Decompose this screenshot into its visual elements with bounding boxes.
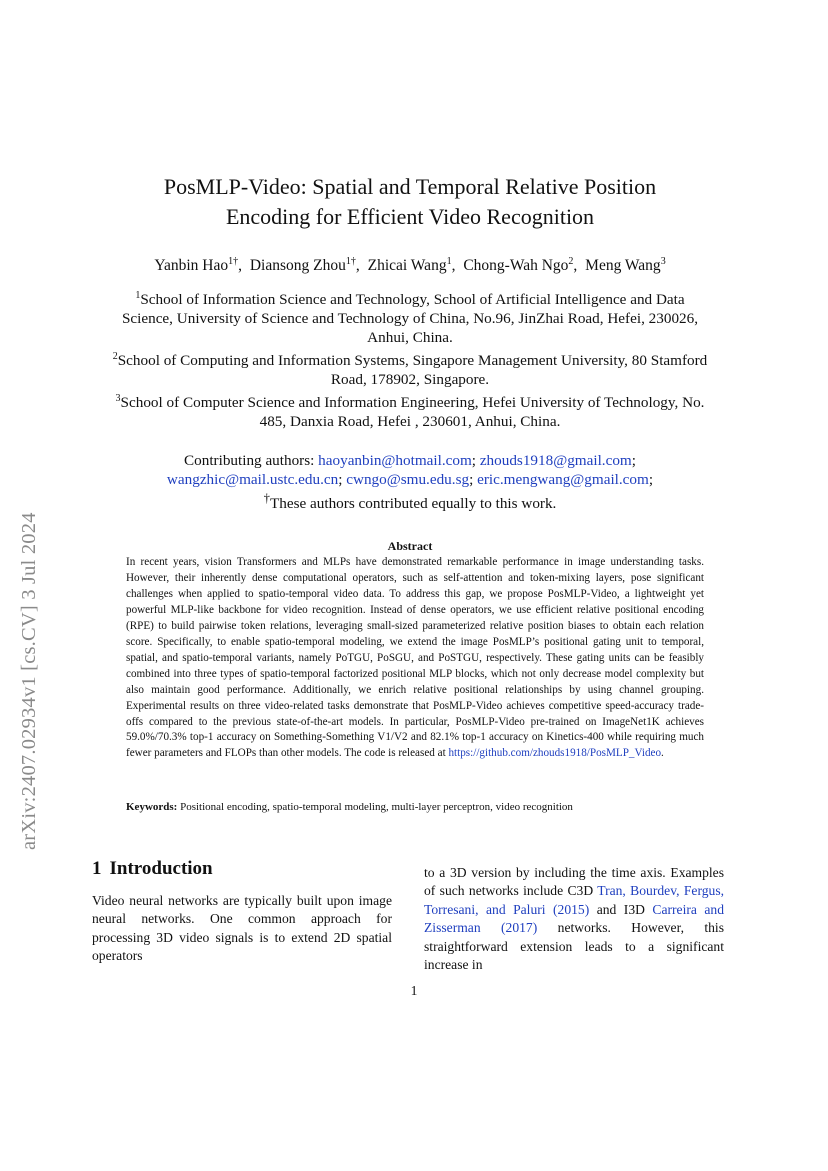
intro-column-right <box>424 864 724 974</box>
abstract-body: In recent years, vision Transformers and MLPs have demonstrated remarkable performance in image understanding tasks. However, their inherently dense computational operators, such as self-attention and token-mixing layers, pose significant challenges when applied to spatio-temporal video data. To address this gap, we propose PosMLP-Video, a lightweight yet powerful MLP-like backbone for video recognition. Instead of dense operators, we use efficient relative positional encoding (RPE) to build pairwise token relations, leveraging small-sized parameterized relative position biases to obtain each relation score. Specifically, to enable spatio-temporal modeling, we extend the image PosMLP’s positional gating unit to temporal, spatial, and spatio-temporal variants, namely PoTGU, PoSGU, and PoSTGU, respectively. These gating units can be feasibly combined into three types of spatio-temporal factorized positional MLP blocks, which not only decrease model complexity but also maintain good performance. Additionally, we enrich relative positional relationships by using channel grouping. Experimental results on three video-related tasks demonstrate that PosMLP-Video achieves competitive speed-accuracy trade-offs compared to the previous state-of-the-art models. In particular, PosMLP-Video pre-trained on ImageNet1K achieves 59.0%/70.3% top-1 accuracy on Something-Something V1/V2 and 82.1% top-1 accuracy on Kinetics-400 while requiring much fewer parameters and FLOPs than other models. The code is released at https://github.com/zhouds1918/PosMLP_Video. <box>126 556 704 760</box>
author-list: Yanbin Hao$^{1\dagger}$, Diansong Zhou$^{1\dagger}$, Zhicai Wang$^1$, Chong-Wah Ngo$^2$, Meng Wang$^3$ <box>154 256 666 275</box>
dagger-mark: † <box>263 491 270 505</box>
author: Zhicai Wang$^1$ <box>367 256 452 275</box>
abstract-heading: Abstract <box>387 539 433 553</box>
email-link[interactable]: wangzhic@mail.ustc.edu.cn <box>166 471 339 488</box>
title-line-2: Encoding for Efficient Video Recognition <box>225 204 595 229</box>
author: Meng Wang$^3$ <box>585 256 666 275</box>
section-heading <box>92 858 213 880</box>
affiliation-2: $^2$School of Computing and Information Systems, Singapore Management University, 80 Stamford Road, 178902, Singapore. <box>112 351 708 389</box>
author: Diansong Zhou$^{1\dagger}$ <box>249 256 356 275</box>
keywords <box>126 801 704 813</box>
email-link[interactable]: haoyanbin@hotmail.com <box>318 452 472 469</box>
email-link[interactable]: cwngo@smu.edu.sg <box>346 471 470 488</box>
email-link[interactable]: zhouds1918@gmail.com <box>479 452 632 469</box>
affiliations <box>110 286 710 431</box>
email-link[interactable]: eric.mengwang@gmail.com <box>477 471 649 488</box>
paper-title <box>100 172 720 232</box>
citation-link[interactable]: Carreira and Zisserman (2017) <box>424 901 724 936</box>
section-number: 1 <box>92 858 102 879</box>
intro-column-left <box>92 892 392 966</box>
author: Yanbin Hao$^{1\dagger}$ <box>154 256 239 275</box>
title-line-1: PosMLP-Video: Spatial and Temporal Relative Position <box>163 174 657 199</box>
affiliation-1: $^1$School of Information Science and Technology, School of Artificial Intelligence and Data Science, University of Science and Technology of China, No.96, JinZhai Road, Hefei, 230026, Anhui, China. <box>121 290 699 347</box>
affiliation-3: $^3$School of Computer Science and Information Engineering, Hefei University of Technology, No. 485, Danxia Road, Hefei , 230601, Anhui, China. <box>115 393 705 431</box>
citation-link[interactable]: Tran, Bourdev, Fergus, Torresani, and Paluri (2015) <box>424 883 725 917</box>
page-number: 1 <box>410 983 418 998</box>
equal-contribution-note: †These authors contributed equally to this work. <box>263 491 557 513</box>
keywords-text: Positional encoding, spatio-temporal modeling, multi-layer perceptron, video recognition <box>180 801 573 813</box>
author: Chong-Wah Ngo$^2$ <box>463 256 574 275</box>
contributing-label: Contributing authors: <box>184 452 315 469</box>
abstract-text: In recent years, vision Transformers and MLPs have demonstrated remarkable performance in image understanding tasks. However, their inherently dense computational operators, such as self-attention and token-mixing layers, pose significant challenges when applied to spatio-temporal video data. To address this gap, we propose PosMLP-Video, a lightweight yet powerful MLP-like backbone for video recognition. Instead of dense operators, we use efficient relative positional encoding (RPE) to build pairwise token relations, leveraging small-sized parameterized relative position biases to obtain each relation score. Specifically, to enable spatio-temporal modeling, we extend the image PosMLP’s positional gating unit to temporal, spatial, and spatio-temporal variants, namely PoTGU, PoSGU, and PoSTGU, respectively. These gating units can be feasibly combined into three types of spatio-temporal factorized positional MLP blocks, which not only decrease model complexity but also maintain good performance. Additionally, we enrich relative positional relationships by using channel grouping. Experimental results on three video-related tasks demonstrate that PosMLP-Video achieves competitive speed-accuracy trade-offs compared to the previous state-of-the-art models. In particular, PosMLP-Video pre-trained on ImageNet1K achieves 59.0%/70.3% top-1 accuracy on Something-Something V1/V2 and 82.1% top-1 accuracy on Kinetics-400 while requiring much fewer parameters and FLOPs than other models. The code is released at <box>126 556 704 760</box>
arxiv-identifier: arXiv:2407.02934v1 [cs.CV] 3 Jul 2024 <box>18 512 40 850</box>
keywords-label: Keywords: <box>126 801 178 813</box>
intro-paragraph-right: to a 3D version by including the time axis. Examples of such networks include C3D Tran, Bourdev, Fergus, Torresani, and Paluri (2015) and I3D Carreira and Zisserman (2017) networks. However, this straightforward extension leads to a significant increase in <box>424 865 725 973</box>
contributing-authors: Contributing authors: haoyanbin@hotmail.com; zhouds1918@gmail.com; wangzhic@mail.ustc.edu.cn; cwngo@smu.edu.sg; eric.mengwang@gmail.com; †These authors contributed equally to this work. <box>110 451 710 513</box>
intro-paragraph-left: Video neural networks are typically built upon image neural networks. One common approach for processing 3D video signals is to extend 2D spatial operators <box>92 893 392 964</box>
section-title: Introduction <box>109 858 213 879</box>
code-link[interactable]: https://github.com/zhouds1918/PosMLP_Video <box>448 747 662 760</box>
